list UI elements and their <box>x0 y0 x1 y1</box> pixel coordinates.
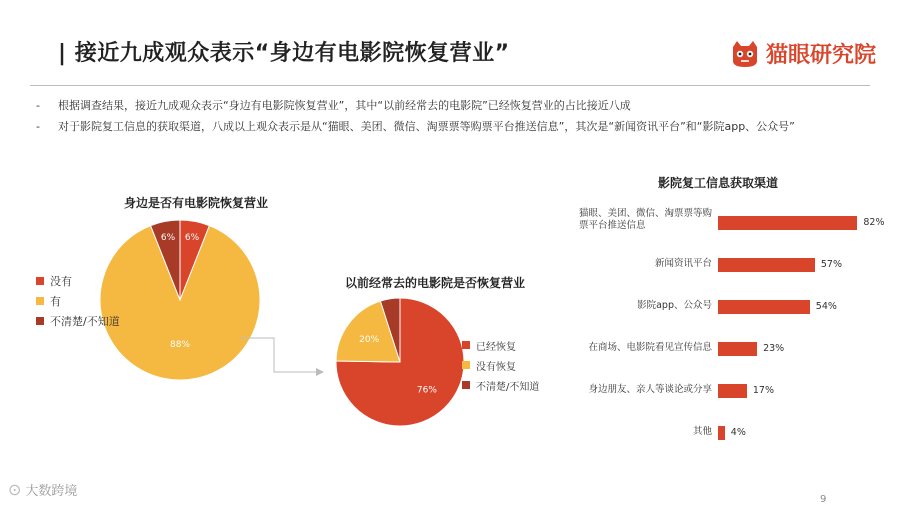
bullet-dash: - <box>36 99 40 112</box>
pie2-legend <box>462 335 539 395</box>
legend-item <box>462 355 539 375</box>
legend-item <box>462 335 539 355</box>
logo <box>730 38 876 69</box>
bar-data-label: 57% <box>820 259 843 270</box>
legend-label: 有 <box>50 295 61 308</box>
bar-data-label: 54% <box>815 301 837 312</box>
watermark-text: 大数跨境 <box>25 484 78 499</box>
legend-swatch <box>36 317 44 325</box>
legend-swatch <box>36 297 44 305</box>
bar <box>718 216 857 230</box>
bar-row <box>560 208 885 234</box>
bar-category-line: 票平台推送信息 <box>578 220 646 231</box>
bar-category-line: 身边朋友、亲人等谈论或分享 <box>588 384 712 395</box>
bar-row <box>560 340 880 360</box>
logo-text: 猫眼研究院 <box>766 43 877 68</box>
bar-category-line: 其他 <box>692 426 712 437</box>
bar-row <box>560 256 880 276</box>
bar-data-label: 17% <box>752 385 775 396</box>
bar-category-label <box>637 300 712 312</box>
pie1-legend <box>36 271 120 331</box>
pie-chart-regular-cinema <box>336 298 464 426</box>
page-title: | 接近九成观众表示“身边有电影院恢复营业” <box>58 41 510 66</box>
connector-arrow <box>240 330 330 380</box>
legend-label: 不清楚/不知道 <box>50 315 120 328</box>
bar-data-label: 23% <box>763 343 785 354</box>
bar-data-label: 4% <box>730 427 746 438</box>
bullet-text: 对于影院复工信息的获取渠道，八成以上观众表示是从“猫眼、美团、微信、淘票票等购票平台推送信息”，其次是“新闻资讯平台”和“影院app、公众号” <box>57 120 795 133</box>
legend-swatch <box>462 361 470 369</box>
pie2-title: 以前经常去的电影院是否恢复营业 <box>345 276 526 290</box>
bar-category-line: 影院app、公众号 <box>637 300 712 311</box>
header-divider <box>30 85 870 86</box>
bar-chart-title: 影院复工信息获取渠道 <box>658 176 779 190</box>
bar <box>718 342 757 356</box>
page-number: 9 <box>820 494 827 505</box>
legend-swatch <box>462 381 470 389</box>
watermark <box>8 480 77 499</box>
pie-chart-nearby-cinema <box>100 220 260 380</box>
summary-bullets <box>36 95 795 137</box>
bar-category-label <box>588 384 712 396</box>
bullet-dash: - <box>36 120 40 133</box>
bar <box>718 384 747 398</box>
legend-label: 已经恢复 <box>476 341 516 353</box>
legend-label: 没有 <box>50 275 72 288</box>
bar-category-label <box>655 258 712 270</box>
bar <box>718 258 815 272</box>
bar <box>718 426 725 440</box>
bar-category-line: 猫眼、美团、微信、淘票票等购 <box>578 208 712 219</box>
bar-category-label <box>693 426 712 438</box>
bullet-item <box>36 95 795 116</box>
pie1-title: 身边是否有电影院恢复营业 <box>124 196 269 210</box>
legend-swatch <box>36 277 44 285</box>
pie-data-label: 6% <box>160 233 176 244</box>
bar-category-line: 在商场、电影院看见宣传信息 <box>588 342 712 353</box>
bar-row <box>560 424 880 444</box>
legend-label: 没有恢复 <box>476 361 516 373</box>
bar <box>718 300 810 314</box>
bar-category-label <box>579 208 712 232</box>
bar-category-label <box>588 342 712 354</box>
bar-row <box>560 298 880 318</box>
legend-item <box>36 311 120 331</box>
watermark-icon: ⊙ <box>8 480 22 499</box>
legend-swatch <box>462 341 470 349</box>
bullet-item <box>36 116 795 137</box>
bar-category-line: 新闻资讯平台 <box>654 258 712 269</box>
pie-data-label: 88% <box>169 340 191 350</box>
legend-item <box>36 291 120 311</box>
pie-data-label: 76% <box>416 385 437 396</box>
bullet-text: 根据调查结果，接近九成观众表示“身边有电影院恢复营业”，其中“以前经常去的电影院”已经恢复营业的占比接近八成 <box>57 99 631 112</box>
pie-data-label: 20% <box>359 335 380 346</box>
bar-row <box>560 382 880 402</box>
legend-item <box>36 271 120 291</box>
cat-logo-icon <box>730 39 760 69</box>
legend-item <box>462 375 539 395</box>
pie-data-label: 6% <box>184 233 200 244</box>
legend-label: 不清楚/不知道 <box>476 381 540 393</box>
bar-data-label: 82% <box>863 217 885 228</box>
